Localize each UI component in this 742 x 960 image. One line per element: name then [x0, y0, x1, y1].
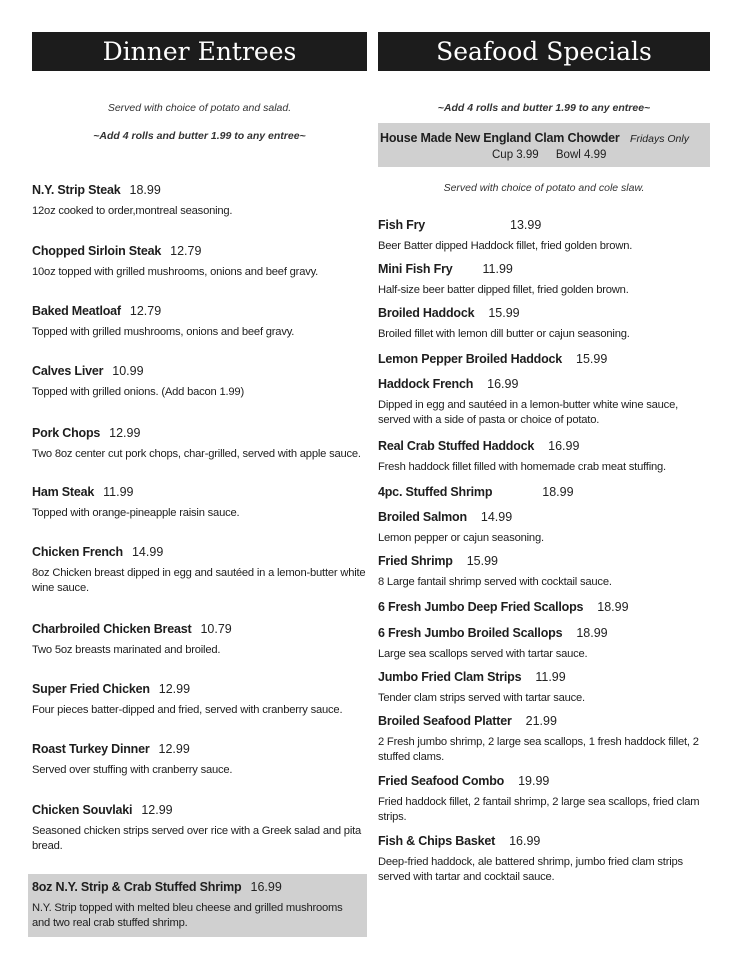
item-price: 10.79	[200, 622, 232, 636]
item-name: Fried Shrimp	[378, 554, 453, 568]
item-name: Real Crab Stuffed Haddock	[378, 439, 535, 453]
item-price: 16.99	[250, 880, 282, 894]
item-name: Fish Fry	[378, 218, 426, 232]
item-name: Super Fried Chicken	[32, 682, 150, 696]
item-name: Chicken French	[32, 545, 123, 559]
item-description: 10oz topped with grilled mushrooms, onions and beef gravy.	[32, 266, 319, 278]
item-description: Deep-fried haddock, ale battered shrimp, jumbo fried clam strips served with tartar and cocktail sauce.	[378, 856, 683, 883]
item-description: N.Y. Strip topped with melted bleu cheese and grilled mushrooms and two real crab stuffed shrimp.	[32, 902, 343, 929]
menu-item	[378, 712, 710, 765]
item-description: Topped with orange-pineapple raisin sauce.	[32, 507, 240, 519]
item-price: 12.99	[158, 742, 190, 756]
item-description: Two 8oz center cut pork chops, char-grilled, served with apple sauce.	[32, 448, 361, 460]
item-name: Fish & Chips Basket	[378, 834, 496, 848]
menu-item	[32, 680, 367, 718]
item-price: 18.99	[576, 626, 608, 640]
item-name: Pork Chops	[32, 426, 101, 440]
item-price: 16.99	[548, 439, 580, 453]
item-price: 12.99	[141, 803, 173, 817]
item-price: 14.99	[480, 510, 513, 524]
item-price: 16.99	[487, 377, 519, 391]
item-description: Fresh haddock fillet filled with homemade crab meat stuffing.	[378, 461, 666, 473]
item-description: Two 5oz breasts marinated and broiled.	[32, 644, 221, 656]
menu-item	[32, 483, 367, 521]
item-name: Calves Liver	[32, 364, 104, 378]
item-price: 12.79	[170, 244, 202, 258]
item-price: 18.99	[129, 183, 161, 197]
menu-item	[378, 832, 710, 885]
chowder-cup-price: Cup 3.99	[492, 149, 539, 161]
menu-item	[378, 375, 710, 428]
menu-item	[32, 181, 367, 219]
item-name: 6 Fresh Jumbo Broiled Scallops	[378, 626, 563, 640]
item-name: 6 Fresh Jumbo Deep Fried Scallops	[378, 600, 584, 614]
dinner-entrees-header: Dinner Entrees	[32, 32, 367, 71]
menu-item	[378, 260, 710, 298]
seafood-specials-column	[378, 32, 710, 883]
item-price: 16.99	[509, 834, 541, 848]
item-price: 13.99	[510, 218, 542, 232]
seafood-note-rolls: ~Add 4 rolls and butter 1.99 to any entree~	[437, 102, 651, 114]
item-description: Lemon pepper or cajun seasoning.	[378, 532, 544, 544]
item-description: Served over stuffing with cranberry sauce.	[32, 764, 233, 776]
menu-item	[378, 304, 710, 342]
item-description: Beer Batter dipped Haddock fillet, fried golden brown.	[378, 240, 633, 252]
item-description: Half-size beer batter dipped fillet, fried golden brown.	[378, 284, 629, 296]
item-description: 8 Large fantail shrimp served with cocktail sauce.	[378, 576, 612, 588]
menu-item	[32, 424, 367, 462]
item-price: 21.99	[525, 714, 557, 728]
menu-item	[378, 772, 710, 825]
item-description: 12oz cooked to order,montreal seasoning.	[32, 205, 233, 217]
item-price: 15.99	[576, 352, 608, 366]
menu-item	[32, 620, 367, 658]
menu-item	[378, 437, 710, 475]
menu-item	[32, 302, 367, 340]
menu-item	[378, 668, 710, 706]
item-name: Broiled Seafood Platter	[378, 714, 512, 728]
item-name: Lemon Pepper Broiled Haddock	[378, 352, 563, 366]
item-name: Chopped Sirloin Steak	[32, 244, 162, 258]
menu-item	[32, 242, 367, 280]
item-price: 15.99	[488, 306, 520, 320]
item-name: Haddock French	[378, 377, 474, 391]
item-name: Roast Turkey Dinner	[32, 742, 150, 756]
item-name: Charbroiled Chicken Breast	[32, 622, 192, 636]
seafood-specials-header: Seafood Specials	[378, 32, 710, 71]
chowder-tag: Fridays Only	[630, 133, 689, 145]
menu-item	[32, 362, 367, 400]
item-price: 12.99	[109, 426, 141, 440]
menu-item	[378, 624, 710, 662]
item-description: 2 Fresh jumbo shrimp, 2 large sea scallops, 1 fresh haddock fillet, 2 stuffed clams.	[378, 736, 699, 763]
item-name: Baked Meatloaf	[32, 304, 121, 318]
menu-item	[378, 350, 710, 368]
menu-item	[378, 552, 710, 590]
item-name: 4pc. Stuffed Shrimp	[378, 485, 493, 499]
item-description: Topped with grilled mushrooms, onions and beef gravy.	[32, 326, 295, 338]
dinner-entrees-column	[32, 32, 367, 929]
menu-item	[378, 598, 710, 616]
item-description: Seasoned chicken strips served over rice with a Greek salad and pita bread.	[32, 825, 362, 852]
item-price: 11.99	[535, 670, 566, 684]
item-price: 10.99	[112, 364, 144, 378]
item-description: Broiled fillet with lemon dill butter or cajun seasoning.	[378, 328, 630, 340]
menu-item	[378, 216, 710, 254]
item-price: 11.99	[103, 485, 134, 499]
item-price: 18.99	[542, 485, 574, 499]
featured-special-item	[28, 874, 367, 937]
item-price: 19.99	[518, 774, 550, 788]
item-description: Large sea scallops served with tartar sauce.	[378, 648, 588, 660]
chowder-name: House Made New England Clam Chowder	[380, 131, 620, 145]
item-name: Broiled Haddock	[378, 306, 475, 320]
item-description: Topped with grilled onions. (Add bacon 1.99)	[32, 386, 244, 398]
item-description: Fried haddock fillet, 2 fantail shrimp, 2 large sea scallops, fried clam strips.	[378, 796, 700, 823]
chowder-box	[378, 123, 710, 167]
menu-item	[378, 508, 710, 546]
item-name: Fried Seafood Combo	[378, 774, 505, 788]
item-name: Broiled Salmon	[378, 510, 467, 524]
item-name: Ham Steak	[32, 485, 95, 499]
item-name: 8oz N.Y. Strip & Crab Stuffed Shrimp	[32, 880, 242, 894]
menu-item	[32, 740, 367, 778]
item-description: 8oz Chicken breast dipped in egg and sautéed in a lemon-butter white wine sauce.	[32, 567, 366, 594]
menu-item	[378, 483, 710, 501]
menu-item	[32, 543, 367, 596]
seafood-note-potato: Served with choice of potato and cole slaw.	[443, 182, 645, 194]
item-price: 11.99	[482, 262, 513, 276]
item-name: N.Y. Strip Steak	[32, 183, 121, 197]
item-price: 14.99	[131, 545, 164, 559]
item-price: 15.99	[466, 554, 498, 568]
item-name: Mini Fish Fry	[378, 262, 453, 276]
item-description: Four pieces batter-dipped and fried, served with cranberry sauce.	[32, 704, 343, 716]
dinner-note-rolls: ~Add 4 rolls and butter 1.99 to any entree~	[93, 130, 306, 142]
dinner-note-potato: Served with choice of potato and salad.	[107, 102, 292, 114]
item-name: Jumbo Fried Clam Strips	[378, 670, 522, 684]
item-description: Dipped in egg and sautéed in a lemon-butter white wine sauce, served with a side of pasta or choice of potato.	[378, 399, 679, 426]
menu-item	[32, 801, 367, 854]
item-description: Tender clam strips served with tartar sauce.	[378, 692, 585, 704]
item-price: 18.99	[597, 600, 629, 614]
item-price: 12.79	[129, 304, 162, 318]
chowder-bowl-price: Bowl 4.99	[555, 149, 607, 161]
item-price: 12.99	[158, 682, 191, 696]
item-name: Chicken Souvlaki	[32, 803, 133, 817]
